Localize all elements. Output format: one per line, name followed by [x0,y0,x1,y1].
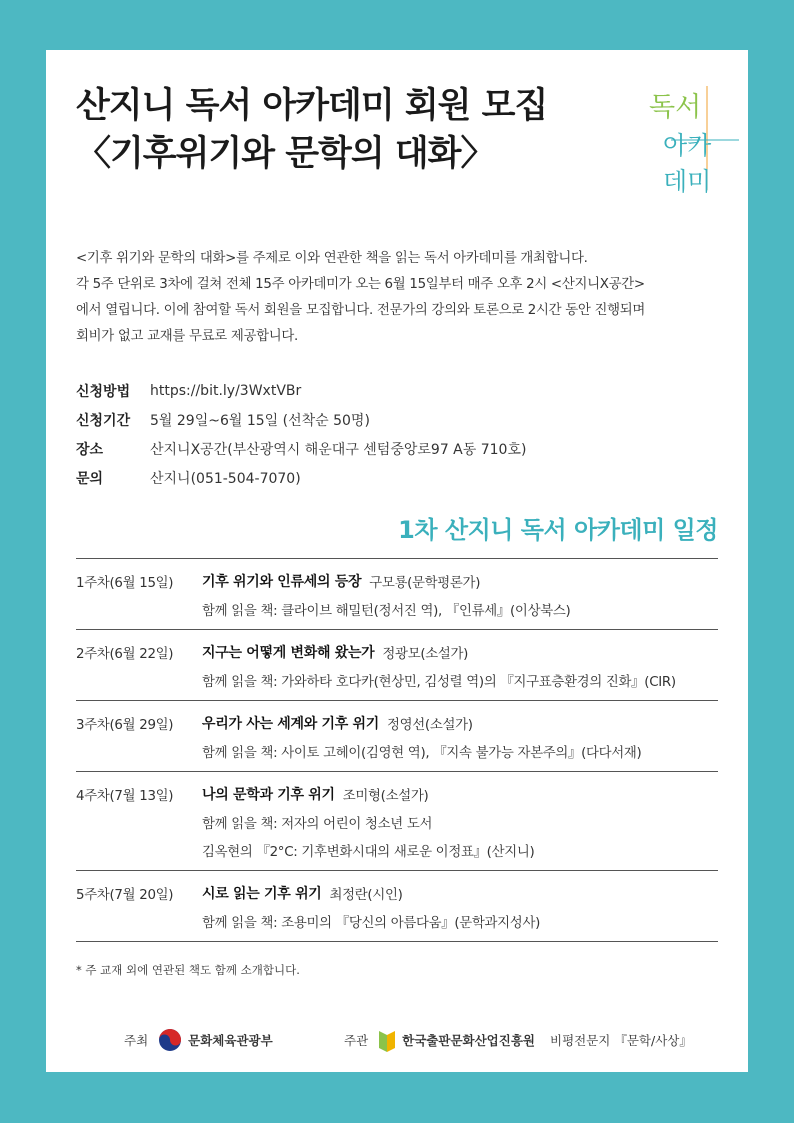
week-lecturer: 정영선(소설가) [386,717,473,733]
week-topic: 지구는 어떻게 변화해 왔는가 [202,645,375,661]
intro-text [76,246,726,350]
info-row-method [76,376,726,405]
info-label: 장소 [76,441,104,458]
schedule-week-1 [76,559,718,630]
week-topic: 나의 문학과 기후 위기 [202,787,335,803]
week-book: 함께 읽을 책: 사이토 고헤이(김영현 역), 『지속 불가능 자본주의』(다다서재) [202,745,642,761]
week-topic: 기후 위기와 인류세의 등장 [202,574,362,590]
schedule-week-5 [76,871,718,942]
week-date: 4주차(7월 13일) [76,788,174,804]
info-label: 신청방법 [76,383,131,400]
magazine-text: 비평전문지 『문학/사상』 [550,1033,692,1048]
title-line-1: 산지니 독서 아카데미 회원 모집 [76,86,548,126]
page-title [76,82,636,178]
schedule-title: 1차 산지니 독서 아카데미 일정 [398,516,718,544]
week-lecturer: 최정란(시인) [329,887,403,903]
week-lecturer: 조미형(소설가) [342,788,429,804]
academy-logo [641,78,741,198]
week-book: 함께 읽을 책: 클라이브 해밀턴(정서진 역), 『인류세』(이상북스) [202,603,571,619]
info-value: 산지니X공간(부산광역시 해운대구 센텀중앙로97 A동 710호) [150,441,527,458]
week-date: 1주차(6월 15일) [76,575,174,591]
application-info [76,376,726,492]
footnote: * 주 교재 외에 연관된 책도 함께 소개합니다. [76,963,300,977]
host-org: 문화체육관광부 [188,1033,273,1048]
logo-text-3: 데미 [663,167,712,196]
week-date: 3주차(6월 29일) [76,717,174,733]
host-label: 주최 [124,1033,149,1048]
logo-text-2: 아카 [663,131,712,160]
week-topic: 우리가 사는 세계와 기후 위기 [202,716,379,732]
info-label: 문의 [76,470,104,487]
intro-line: <기후 위기와 문학의 대화>를 주제로 이와 연관한 책을 읽는 독서 아카데미를 개최합니다. [76,251,588,266]
open-book-icon [378,1027,396,1053]
week-book: 함께 읽을 책: 조용미의 『당신의 아름다움』(문학과지성사) [202,915,540,931]
application-link[interactable]: https://bit.ly/3WxtVBr [150,382,302,399]
schedule-week-3 [76,701,718,772]
week-book: 함께 읽을 책: 가와하타 호다카(현상민, 김성렬 역)의 『지구표층환경의 진화』(CIR) [202,674,676,690]
schedule-week-2 [76,630,718,701]
info-row-period [76,405,726,434]
intro-line: 각 5주 단위로 3차에 걸쳐 전체 15주 아카데미가 오는 6월 15일부터 매주 오후 2시 <산지니X공간> [76,277,645,292]
schedule-table [76,558,718,942]
taeguk-icon [158,1028,182,1052]
organizer-label: 주관 [344,1033,369,1048]
info-label: 신청기간 [76,412,131,429]
week-topic: 시로 읽는 기후 위기 [202,886,322,902]
title-line-2: 〈기후위기와 문학의 대화〉 [76,134,495,174]
poster-sheet [46,50,748,1072]
info-value: 5월 29일~6월 15일 (선착순 50명) [150,412,370,429]
organizer-org: 한국출판문화산업진흥원 [402,1033,535,1048]
week-book: 함께 읽을 책: 저자의 어린이 청소년 도서 [202,816,433,832]
info-row-venue [76,434,726,463]
intro-line: 에서 열립니다. 이에 참여할 독서 회원을 모집합니다. 전문가의 강의와 토론으로 2시간 동안 진행되며 [76,303,646,318]
week-date: 5주차(7월 20일) [76,887,174,903]
footer [46,1022,748,1058]
intro-line: 회비가 없고 교재를 무료로 제공합니다. [76,329,298,344]
info-row-contact [76,463,726,492]
info-value: 산지니(051-504-7070) [150,470,301,487]
schedule-week-4 [76,772,718,871]
logo-text-1: 독서 [649,92,702,123]
magazine [550,1022,692,1058]
week-lecturer: 구모룡(문학평론가) [369,575,481,591]
week-date: 2주차(6월 22일) [76,646,174,662]
host [124,1022,273,1058]
week-lecturer: 정광모(소설가) [382,646,469,662]
week-book-extra: 김옥현의 『2°C: 기후변화시대의 새로운 이정표』(산지니) [202,844,535,860]
organizer [344,1022,535,1058]
